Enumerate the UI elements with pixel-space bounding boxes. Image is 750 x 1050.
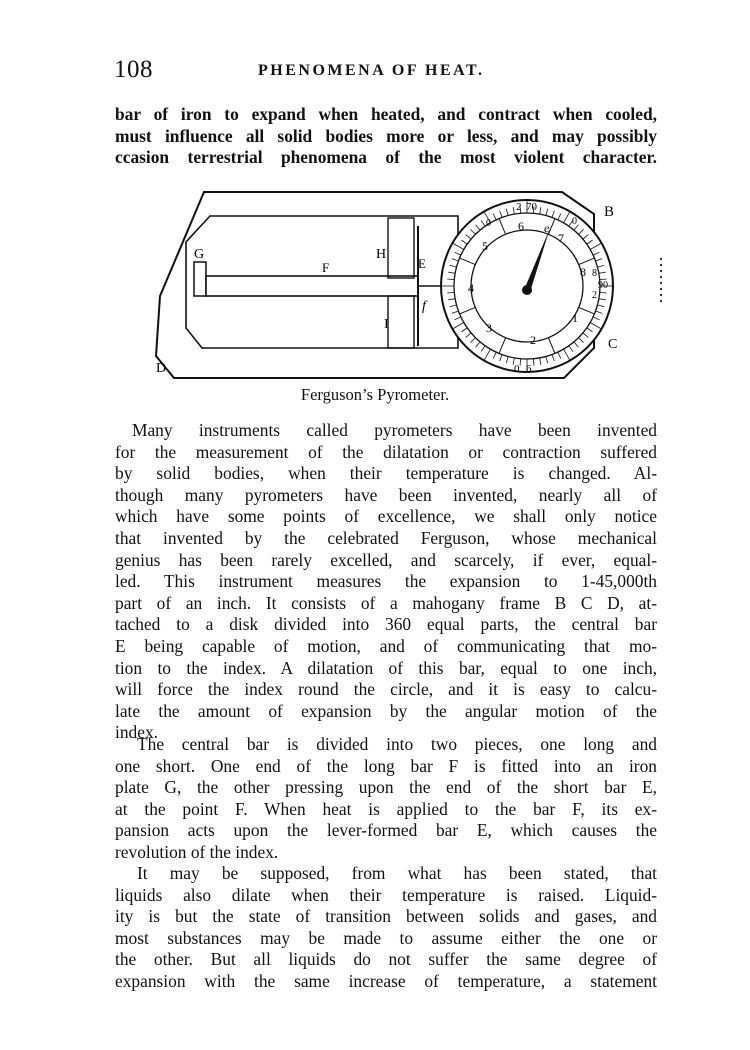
text-line: ity is but the state of transition between solids and gases, and [115, 906, 657, 927]
scale-number: 2 [516, 201, 522, 213]
label-f-point: f [422, 299, 426, 314]
text-line: The central bar is divided into two pieces, one long and [137, 734, 657, 754]
paragraph [115, 420, 657, 744]
dial-number: e [544, 221, 550, 235]
long-bar-f [206, 276, 418, 296]
text-line: liquids also dilate when their temperature is raised. Liquid- [115, 884, 657, 905]
text-line: revolution of the index. [115, 841, 279, 862]
support-h [388, 218, 414, 278]
label-e: E [418, 256, 426, 271]
scale-number: 0 [486, 218, 491, 229]
index-pivot [522, 285, 532, 295]
text-line: tion to the index. A dilatation of this bar, equal to one inch, [115, 657, 657, 678]
label-f: F [322, 260, 330, 275]
page-number: 108 [114, 56, 153, 83]
text-line: which have some points of excellence, we shall only notice [115, 506, 657, 527]
text-line: part of an inch. It consists of a mahogany frame B C D, at- [115, 592, 657, 613]
label-h: H [376, 247, 387, 262]
label-g: G [194, 247, 205, 262]
text-line: pansion acts upon the lever-formed bar E, which causes the [115, 820, 657, 841]
text-line: though many pyrometers have been invented, nearly all of [115, 484, 657, 505]
dial-number: 6 [518, 219, 524, 233]
running-head: PHENOMENA OF HEAT. [258, 62, 485, 79]
text-line: bar of iron to expand when heated, and contract when cooled, [115, 104, 657, 124]
text-line: tached to a disk divided into 360 equal parts, the central bar [115, 614, 657, 635]
margin-mark [660, 258, 662, 306]
text-line: at the point F. When heat is applied to the bar F, its ex- [115, 798, 657, 819]
text-line: one short. One end of the long bar F is fitted into an iron [115, 755, 657, 776]
label-d: D [156, 361, 167, 376]
scale-number: 0 [572, 216, 577, 227]
paragraph [115, 863, 657, 993]
text-line: ccasion terrestrial phenomena of the most violent character. [115, 147, 657, 168]
text-line: for the measurement of the dilatation or contraction suffered [115, 441, 657, 462]
scale-number: 90 [598, 280, 608, 291]
text-line: late the amount of expansion by the angular motion of the [115, 700, 657, 721]
label-i: I [384, 317, 389, 332]
support-i [388, 296, 414, 348]
scale-number: 2 [592, 290, 597, 301]
label-b: B [604, 204, 615, 220]
text-line: genius has been rarely excelled, and scarcely, if ever, equal- [115, 549, 657, 570]
text-line: most substances may be made to assume either the one or [115, 927, 657, 948]
text-line: index. [115, 722, 158, 743]
scale-number: 70 [526, 201, 537, 213]
text-line: expansion with the same increase of temperature, a statement [115, 970, 657, 991]
figure-caption: Ferguson’s Pyrometer. [300, 385, 450, 404]
paragraph [115, 734, 657, 864]
label-c: C [608, 337, 618, 352]
text-line: must influence all solid bodies more or less, and may possibly [115, 125, 657, 146]
text-line: Many instruments called pyrometers have been invented [132, 420, 657, 440]
scale-number: 0 [514, 363, 520, 375]
dial-number: 8 [580, 265, 586, 279]
scale-number: 6 [526, 363, 532, 375]
text-line: by solid bodies, when their temperature is changed. Al- [115, 463, 657, 484]
text-line: It may be supposed, from what has been stated, that [137, 863, 657, 883]
text-line: led. This instrument measures the expansion to 1-45,000th [115, 571, 657, 592]
dial-number: 4 [468, 281, 474, 295]
text-line: that invented by the celebrated Ferguson, whose mechanical [115, 527, 657, 548]
dial-number: 1 [572, 311, 578, 325]
scale-number: 8 [592, 268, 597, 279]
dial-number: 3 [486, 321, 492, 335]
plate-g [194, 262, 206, 296]
text-line: plate G, the other pressing upon the end of the short bar E, [115, 777, 657, 798]
intro-paragraph [115, 104, 657, 169]
pyrometer-figure [152, 186, 622, 386]
dial-number: 2 [530, 333, 536, 347]
dial-number: 5 [482, 239, 488, 253]
text-line: the other. But all liquids do not suffer the same degree of [115, 949, 657, 970]
text-line: will force the index round the circle, and it is easy to calcu- [115, 679, 657, 700]
dial-number: 7 [558, 231, 564, 245]
text-line: E being capable of motion, and of communicating that mo- [115, 635, 657, 656]
